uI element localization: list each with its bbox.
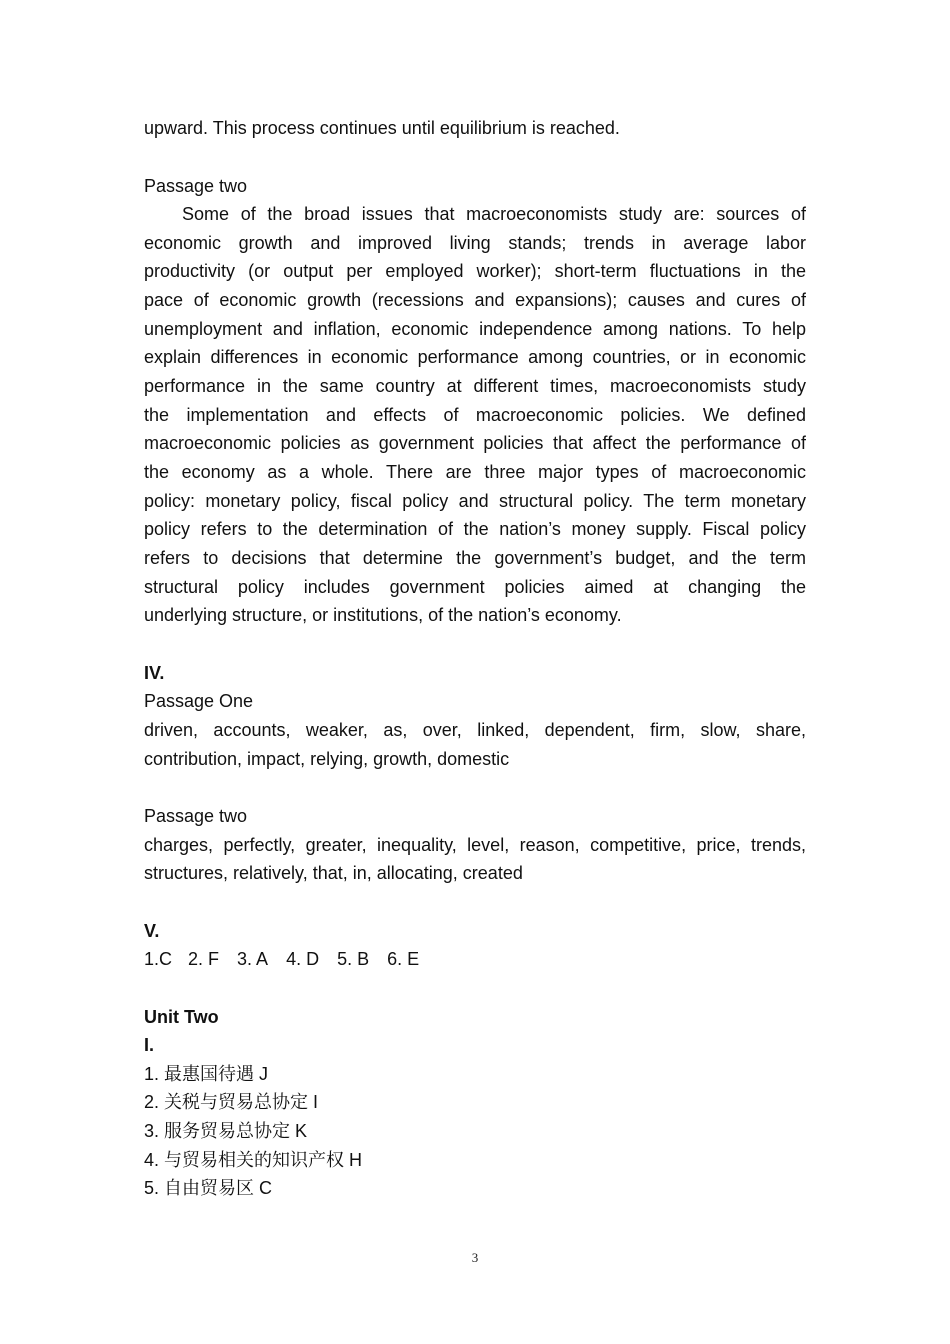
paragraph-line: pace of economic growth (recessions and expansions); causes and cures of <box>144 290 806 310</box>
unit-two-section-i-heading: I. <box>144 1035 155 1055</box>
passage-two-heading: Passage two <box>144 176 248 196</box>
paragraph-line: the economy as a whole. There are three major types of macroeconomic <box>144 462 806 482</box>
section-v-heading: V. <box>144 921 160 941</box>
paragraph-line: underlying structure, or institutions, of the nation’s economy. <box>144 605 622 625</box>
paragraph-line: refers to decisions that determine the government’s budget, and the term <box>144 548 806 568</box>
passage-one-word-list: driven, accounts, weaker, as, over, linked, dependent, firm, slow, share, <box>144 720 806 740</box>
paragraph-line: unemployment and inflation, economic independence among nations. To help <box>144 319 806 339</box>
paragraph-line: the implementation and effects of macroeconomic policies. We defined <box>144 405 806 425</box>
paragraph-line: performance in the same country at different times, macroeconomists study <box>144 376 806 396</box>
answer-item: 1.C <box>144 949 173 969</box>
paragraph-line: Some of the broad issues that macroeconomists study are: sources of <box>182 204 806 224</box>
unit-two-heading: Unit Two <box>144 1007 219 1027</box>
paragraph-line: economic growth and improved living stands; trends in average labor <box>144 233 806 253</box>
answer-item: 5. B <box>337 949 370 969</box>
iv-passage-two-word-list: structures, relatively, that, in, allocating, created <box>144 863 523 883</box>
term-list-item: 1. 最惠国待遇 J <box>144 1064 269 1084</box>
paragraph-line: macroeconomic policies as government policies that affect the performance of <box>144 433 806 453</box>
iv-passage-two-heading: Passage two <box>144 806 248 826</box>
answer-item: 2. F <box>188 949 220 969</box>
section-iv-heading: IV. <box>144 663 165 683</box>
passage-one-heading: Passage One <box>144 691 254 711</box>
term-list-item: 4. 与贸易相关的知识产权 H <box>144 1150 363 1170</box>
term-list-item: 2. 关税与贸易总协定 I <box>144 1092 319 1112</box>
paragraph-line: policy refers to the determination of the nation’s money supply. Fiscal policy <box>144 519 806 539</box>
page-number: 3 <box>471 1250 479 1265</box>
answer-item: 4. D <box>286 949 320 969</box>
paragraph-line: structural policy includes government policies aimed at changing the <box>144 577 806 597</box>
paragraph-line: explain differences in economic performance among countries, or in economic <box>144 347 806 367</box>
iv-passage-two-word-list: charges, perfectly, greater, inequality, level, reason, competitive, price, trends, <box>144 835 806 855</box>
term-list-item: 5. 自由贸易区 C <box>144 1178 273 1198</box>
paragraph-line: policy: monetary policy, fiscal policy and structural policy. The term monetary <box>144 491 806 511</box>
answer-item: 3. A <box>237 949 269 969</box>
paragraph-line: productivity (or output per employed worker); short-term fluctuations in the <box>144 261 806 281</box>
section-v-answers <box>144 945 437 973</box>
continued-paragraph-line: upward. This process continues until equilibrium is reached. <box>144 118 620 138</box>
answer-item: 6. E <box>387 949 420 969</box>
term-list-item: 3. 服务贸易总协定 K <box>144 1121 308 1141</box>
passage-one-word-list: contribution, impact, relying, growth, domestic <box>144 749 510 769</box>
